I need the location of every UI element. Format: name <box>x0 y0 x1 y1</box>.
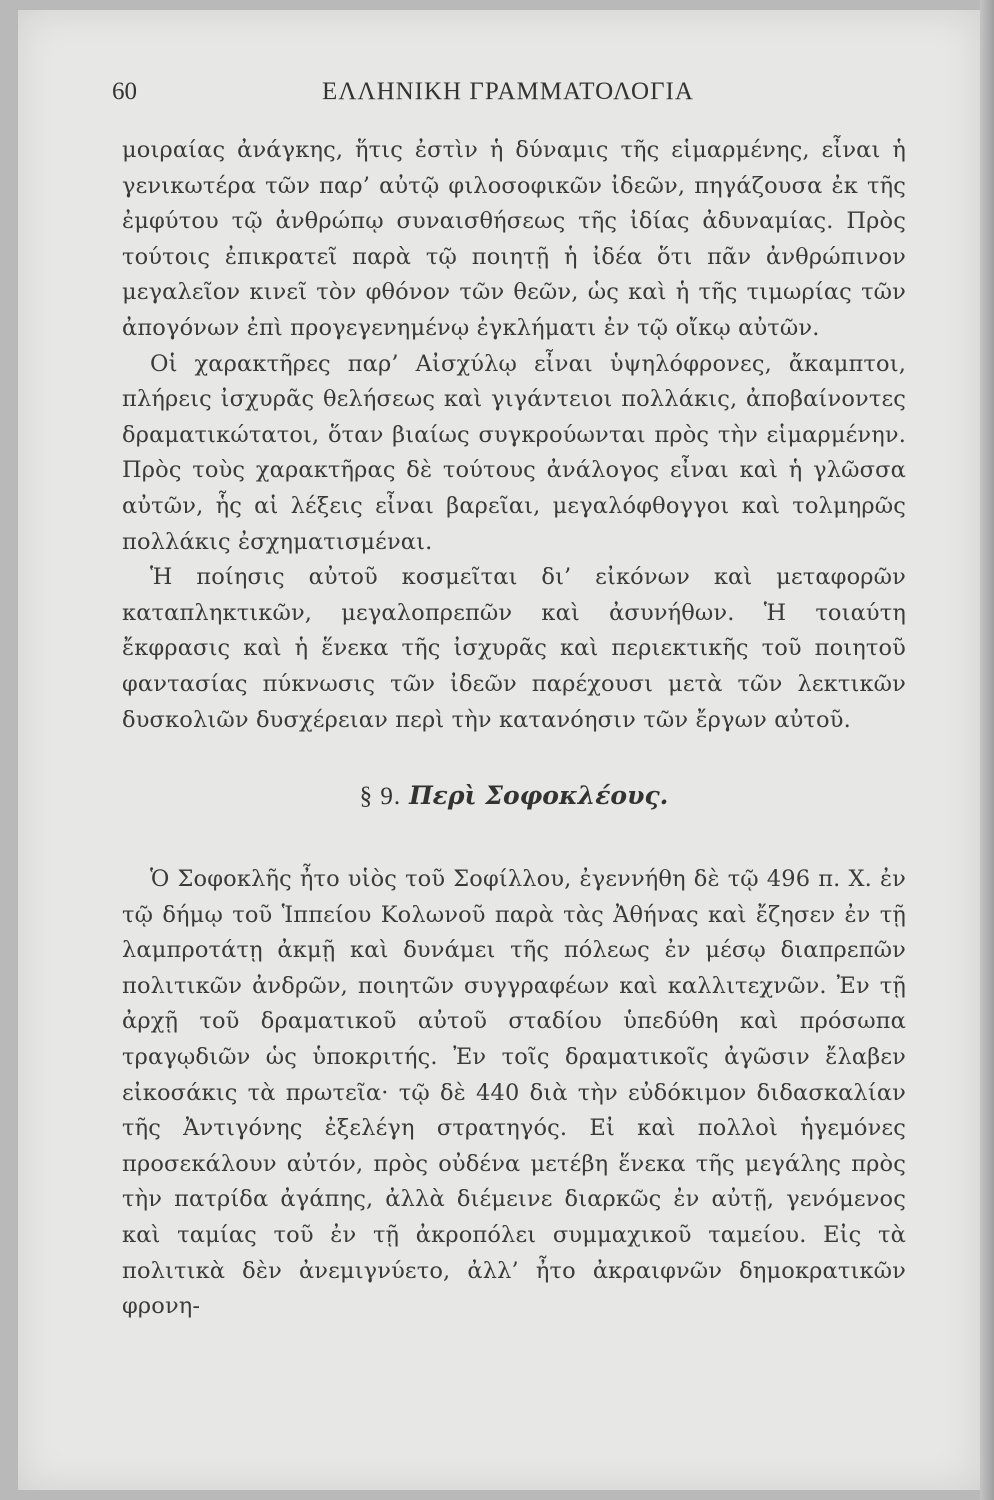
paragraph: μοιραίας ἀνάγκης, ἥτις ἐστὶν ἡ δύναμις τῆς εἱμαρμένης, εἶναι ἡ γενικωτέρα τῶν παρ’ αὐτῷ φιλοσοφικῶν ἰδεῶν, πηγάζουσα ἐκ τῆς ἐμφύτου τῷ ἀνθρώπῳ συναισθήσεως τῆς ἰδίας ἀδυναμίας. Πρὸς τούτοις ἐπικρατεῖ παρὰ τῷ ποιητῇ ἡ ἰδέα ὅτι πᾶν ἀνθρώπινον μεγαλεῖον κινεῖ τὸν φθόνον τῶν θεῶν, ὡς καὶ ἡ τῆς τιμωρίας τῶν ἀπογόνων ἐπὶ προγεγενημένῳ ἐγκλήματι ἐν τῷ οἴκῳ αὐτῶν. <box>122 137 906 341</box>
running-header <box>112 78 904 110</box>
book-title: ΕΛΛΗΝΙΚΗ ΓΡΑΜΜΑΤΟΛΟΓΙΑ <box>322 78 694 105</box>
paragraph: Ἡ ποίησις αὐτοῦ κοσμεῖται δι’ εἰκόνων καὶ μεταφορῶν καταπληκτικῶν, μεγαλοπρεπῶν καὶ ἀσυνήθων. Ἡ τοιαύτη ἔκφρασις καὶ ἡ ἕνεκα τῆς ἰσχυρᾶς καὶ περιεκτικῆς τοῦ ποιητοῦ φαντασίας πύκνωσις τῶν ἰδεῶν παρέχουσι μετὰ τῶν λεκτικῶν δυσκολιῶν δυσχέρειαν περὶ τὴν κατανόησιν τῶν ἔργων αὐτοῦ. <box>122 564 906 733</box>
body-text-top <box>122 133 906 738</box>
section-heading <box>122 781 906 811</box>
section-title: Περὶ Σοφοκλέους. <box>409 781 669 810</box>
scan-edge <box>980 0 994 1500</box>
body-text-bottom <box>122 862 906 1325</box>
paragraph: Ὁ Σοφοκλῆς ἦτο υἱὸς τοῦ Σοφίλλου, ἐγεννήθη δὲ τῷ 496 π. Χ. ἐν τῷ δήμῳ τοῦ Ἱππείου Κολωνοῦ παρὰ τὰς Ἀθήνας καὶ ἔζησεν ἐν τῇ λαμπροτάτῃ ἀκμῇ καὶ δυνάμει τῆς πόλεως ἐν μέσῳ διαπρεπῶν πολιτικῶν ἀνδρῶν, ποιητῶν συγγραφέων καὶ καλλιτεχνῶν. Ἐν τῇ ἀρχῇ τοῦ δραματικοῦ αὐτοῦ σταδίου ὑπεδύθη καὶ πρόσωπα τραγῳδιῶν ὡς ὑποκριτής. Ἐν τοῖς δραματικοῖς ἀγῶσιν ἔλαβεν εἰκοσάκις τὰ πρωτεῖα· τῷ δὲ 440 διὰ τὴν εὐδόκιμον διδασκαλίαν τῆς Ἀντιγόνης ἐξελέγη στρατηγός. Εἰ καὶ πολλοὶ ἡγεμόνες προσεκάλουν αὐτόν, πρὸς οὐδένα μετέβη ἕνεκα τῆς μεγάλης πρὸς τὴν πατρίδα ἀγάπης, ἀλλὰ διέμεινε διαρκῶς ἐν αὐτῇ, γενόμενος καὶ ταμίας τοῦ ἐν τῇ ἀκροπόλει συμμαχικοῦ ταμείου. Εἰς τὰ πολιτικὰ δὲν ἀνεμιγνύετο, ἀλλ’ ἦτο ἀκραιφνῶν δημοκρατικῶν φρονη- <box>122 866 906 1320</box>
paragraph: Οἱ χαρακτῆρες παρ’ Αἰσχύλῳ εἶναι ὑψηλόφρονες, ἄκαμπτοι, πλήρεις ἰσχυρᾶς θελήσεως καὶ γιγάντειοι πολλάκις, ἀποβαίνοντες δραματικώτατοι, ὅταν βιαίως συγκρούωνται πρὸς τὴν εἱμαρμένην. Πρὸς τοὺς χαρακτῆρας δὲ τούτους ἀνάλογος εἶναι καὶ ἡ γλῶσσα αὐτῶν, ἧς αἱ λέξεις εἶναι βαρεῖαι, μεγαλόφθογγοι καὶ τολμηρῶς πολλάκις ἐσχηματισμέναι. <box>122 350 906 555</box>
section-number: § 9. <box>359 783 402 810</box>
page-number: 60 <box>112 78 137 105</box>
